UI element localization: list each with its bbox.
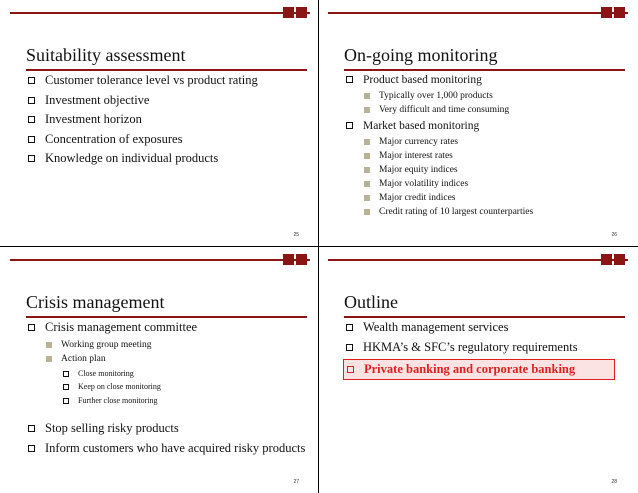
- bullet-item: Investment horizon: [27, 110, 307, 130]
- sub-bullet-item: Action plan: [27, 352, 307, 367]
- hollow-square-bullet-icon: [28, 136, 35, 143]
- header-square-icon: [283, 254, 294, 265]
- bullet-item: Customer tolerance level vs product rating: [27, 71, 307, 91]
- hollow-square-bullet-icon: [63, 384, 69, 390]
- bullet-item: Knowledge on individual products: [27, 149, 307, 169]
- hollow-square-bullet-icon: [346, 324, 353, 331]
- slide-title: Crisis management: [26, 292, 165, 312]
- header-square-icon: [614, 7, 625, 18]
- bullet-item: Concentration of exposures: [27, 130, 307, 150]
- slide-ongoing-monitoring: [325, 5, 631, 241]
- filled-square-bullet-icon: [364, 153, 370, 159]
- sub-bullet-item: Typically over 1,000 products: [345, 89, 625, 103]
- sub-bullet-item: Major volatility indices: [345, 177, 625, 191]
- sub-bullet-item: Major equity indices: [345, 163, 625, 177]
- slide-title: Outline: [344, 292, 398, 312]
- bullet-item: Inform customers who have acquired risky products: [27, 439, 307, 459]
- hollow-square-bullet-icon: [347, 366, 354, 373]
- page-number: 28: [611, 479, 617, 485]
- slide-header-bar: [325, 252, 631, 268]
- header-band: [328, 259, 628, 261]
- header-square-icon: [601, 254, 612, 265]
- slide-content: [27, 71, 307, 169]
- slide-content: [345, 318, 625, 380]
- filled-square-bullet-icon: [46, 342, 52, 348]
- hollow-square-bullet-icon: [346, 344, 353, 351]
- filled-square-bullet-icon: [364, 209, 370, 215]
- bullet-item: HKMA’s & SFC’s regulatory requirements: [345, 338, 625, 358]
- hollow-square-bullet-icon: [346, 76, 353, 83]
- slide-suitability-assessment: [7, 5, 313, 241]
- bullet-item: Market based monitoring: [345, 117, 625, 135]
- slide-outline: [325, 252, 631, 488]
- sub-bullet-item: Credit rating of 10 largest counterparties: [345, 205, 625, 219]
- hollow-square-bullet-icon: [28, 445, 35, 452]
- filled-square-bullet-icon: [364, 107, 370, 113]
- header-square-icon: [614, 254, 625, 265]
- bullet-item: Investment objective: [27, 91, 307, 111]
- slide-title: Suitability assessment: [26, 45, 186, 65]
- filled-square-bullet-icon: [46, 356, 52, 362]
- header-band: [10, 259, 310, 261]
- hollow-square-bullet-icon: [28, 155, 35, 162]
- slide-crisis-management: [7, 252, 313, 488]
- header-square-icon: [296, 254, 307, 265]
- header-band: [328, 12, 628, 14]
- header-square-icon: [296, 7, 307, 18]
- header-band: [10, 12, 310, 14]
- sub-sub-bullet-item: Keep on close monitoring: [27, 380, 307, 394]
- sub-bullet-item: Major interest rates: [345, 149, 625, 163]
- filled-square-bullet-icon: [364, 195, 370, 201]
- slide-content: [27, 318, 307, 458]
- sub-sub-bullet-item: Close monitoring: [27, 367, 307, 381]
- header-square-icon: [283, 7, 294, 18]
- hollow-square-bullet-icon: [28, 77, 35, 84]
- filled-square-bullet-icon: [364, 167, 370, 173]
- header-square-icon: [601, 7, 612, 18]
- slide-header-bar: [7, 5, 313, 21]
- filled-square-bullet-icon: [364, 181, 370, 187]
- filled-square-bullet-icon: [364, 139, 370, 145]
- horizontal-divider: [0, 246, 638, 247]
- highlighted-bullet-item: Private banking and corporate banking: [343, 359, 615, 380]
- hollow-square-bullet-icon: [28, 425, 35, 432]
- hollow-square-bullet-icon: [28, 324, 35, 331]
- sub-bullet-item: Major credit indices: [345, 191, 625, 205]
- page-number: 26: [611, 232, 617, 238]
- bullet-item: Crisis management committee: [27, 318, 307, 338]
- sub-sub-bullet-item: Further close monitoring: [27, 394, 307, 408]
- page-number: 27: [293, 479, 299, 485]
- filled-square-bullet-icon: [364, 93, 370, 99]
- hollow-square-bullet-icon: [28, 97, 35, 104]
- sub-bullet-item: Major currency rates: [345, 135, 625, 149]
- bullet-item: Stop selling risky products: [27, 419, 307, 439]
- slide-title: On-going monitoring: [344, 45, 498, 65]
- hollow-square-bullet-icon: [346, 122, 353, 129]
- bullet-item: Wealth management services: [345, 318, 625, 338]
- slide-content: [345, 71, 625, 219]
- sub-bullet-item: Very difficult and time consuming: [345, 103, 625, 117]
- hollow-square-bullet-icon: [63, 371, 69, 377]
- hollow-square-bullet-icon: [63, 398, 69, 404]
- page-number: 25: [293, 232, 299, 238]
- bullet-item: Product based monitoring: [345, 71, 625, 89]
- slide-header-bar: [7, 252, 313, 268]
- hollow-square-bullet-icon: [28, 116, 35, 123]
- sub-bullet-item: Working group meeting: [27, 338, 307, 353]
- slide-header-bar: [325, 5, 631, 21]
